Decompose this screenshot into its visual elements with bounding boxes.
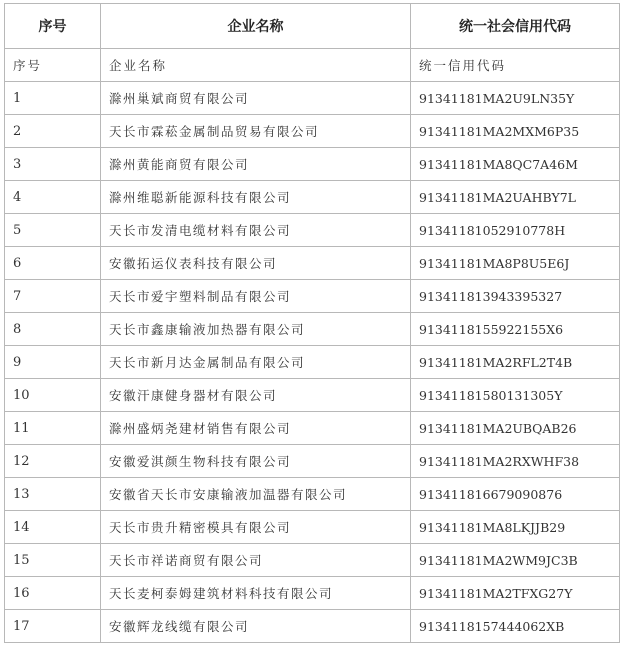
row-seq: 6 [5,247,101,280]
table-row [5,610,620,643]
row-company-name: 天长市新月达金属制品有限公司 [101,346,411,379]
table-header-row [5,4,620,49]
subheader-seq: 序号 [5,49,101,82]
subheader-company-name: 企业名称 [101,49,411,82]
row-credit-code: 91341181MA2RXWHF38 [411,445,620,478]
table-row [5,478,620,511]
table-row [5,577,620,610]
row-seq: 11 [5,412,101,445]
row-company-name: 滁州维聪新能源科技有限公司 [101,181,411,214]
row-seq: 7 [5,280,101,313]
table-row [5,511,620,544]
row-credit-code: 91341181580131305Y [411,379,620,412]
row-credit-code: 91341181MA8QC7A46M [411,148,620,181]
header-company-name: 企业名称 [101,4,411,49]
row-company-name: 安徽拓运仪表科技有限公司 [101,247,411,280]
row-credit-code: 913411813943395327 [411,280,620,313]
row-company-name: 安徽辉龙线缆有限公司 [101,610,411,643]
table-row [5,115,620,148]
row-credit-code: 91341181MA2WM9JC3B [411,544,620,577]
row-credit-code: 9134118155922155X6 [411,313,620,346]
table-row [5,445,620,478]
row-credit-code: 91341181MA2U9LN35Y [411,82,620,115]
row-credit-code: 91341181MA2UAHBY7L [411,181,620,214]
row-seq: 14 [5,511,101,544]
row-company-name: 天长麦柯泰姆建筑材料科技有限公司 [101,577,411,610]
table-subheader-row [5,49,620,82]
table-row [5,247,620,280]
row-credit-code: 91341181052910778H [411,214,620,247]
row-seq: 9 [5,346,101,379]
row-company-name: 天长市鑫康输液加热器有限公司 [101,313,411,346]
table-row [5,280,620,313]
row-seq: 4 [5,181,101,214]
row-seq: 8 [5,313,101,346]
row-seq: 10 [5,379,101,412]
table-row [5,313,620,346]
company-table [4,3,620,643]
row-company-name: 滁州盛炳尧建材销售有限公司 [101,412,411,445]
row-seq: 1 [5,82,101,115]
row-company-name: 天长市祥诺商贸有限公司 [101,544,411,577]
row-company-name: 安徽汗康健身器材有限公司 [101,379,411,412]
header-credit-code: 统一社会信用代码 [411,4,620,49]
row-credit-code: 9134118157444062XB [411,610,620,643]
row-credit-code: 91341181MA2RFL2T4B [411,346,620,379]
header-seq: 序号 [5,4,101,49]
row-seq: 2 [5,115,101,148]
table-row [5,148,620,181]
row-seq: 13 [5,478,101,511]
row-company-name: 滁州黄能商贸有限公司 [101,148,411,181]
table-row [5,379,620,412]
row-seq: 16 [5,577,101,610]
table-row [5,82,620,115]
row-credit-code: 91341181MA8P8U5E6J [411,247,620,280]
row-company-name: 天长市爱宇塑料制品有限公司 [101,280,411,313]
row-company-name: 天长市霖菘金属制品贸易有限公司 [101,115,411,148]
table-row [5,181,620,214]
row-credit-code: 91341181MA2UBQAB26 [411,412,620,445]
row-company-name: 天长市发清电缆材料有限公司 [101,214,411,247]
row-credit-code: 91341181MA2TFXG27Y [411,577,620,610]
row-seq: 5 [5,214,101,247]
row-company-name: 滁州巢斌商贸有限公司 [101,82,411,115]
table-row [5,214,620,247]
row-seq: 17 [5,610,101,643]
table-row [5,544,620,577]
table-row [5,412,620,445]
table-row [5,346,620,379]
subheader-credit-code: 统一信用代码 [411,49,620,82]
row-credit-code: 91341181MA2MXM6P35 [411,115,620,148]
row-credit-code: 91341181MA8LKJJB29 [411,511,620,544]
row-seq: 15 [5,544,101,577]
row-company-name: 天长市贵升精密模具有限公司 [101,511,411,544]
row-company-name: 安徽爱淇颜生物科技有限公司 [101,445,411,478]
row-seq: 3 [5,148,101,181]
row-company-name: 安徽省天长市安康输液加温器有限公司 [101,478,411,511]
row-seq: 12 [5,445,101,478]
row-credit-code: 913411816679090876 [411,478,620,511]
